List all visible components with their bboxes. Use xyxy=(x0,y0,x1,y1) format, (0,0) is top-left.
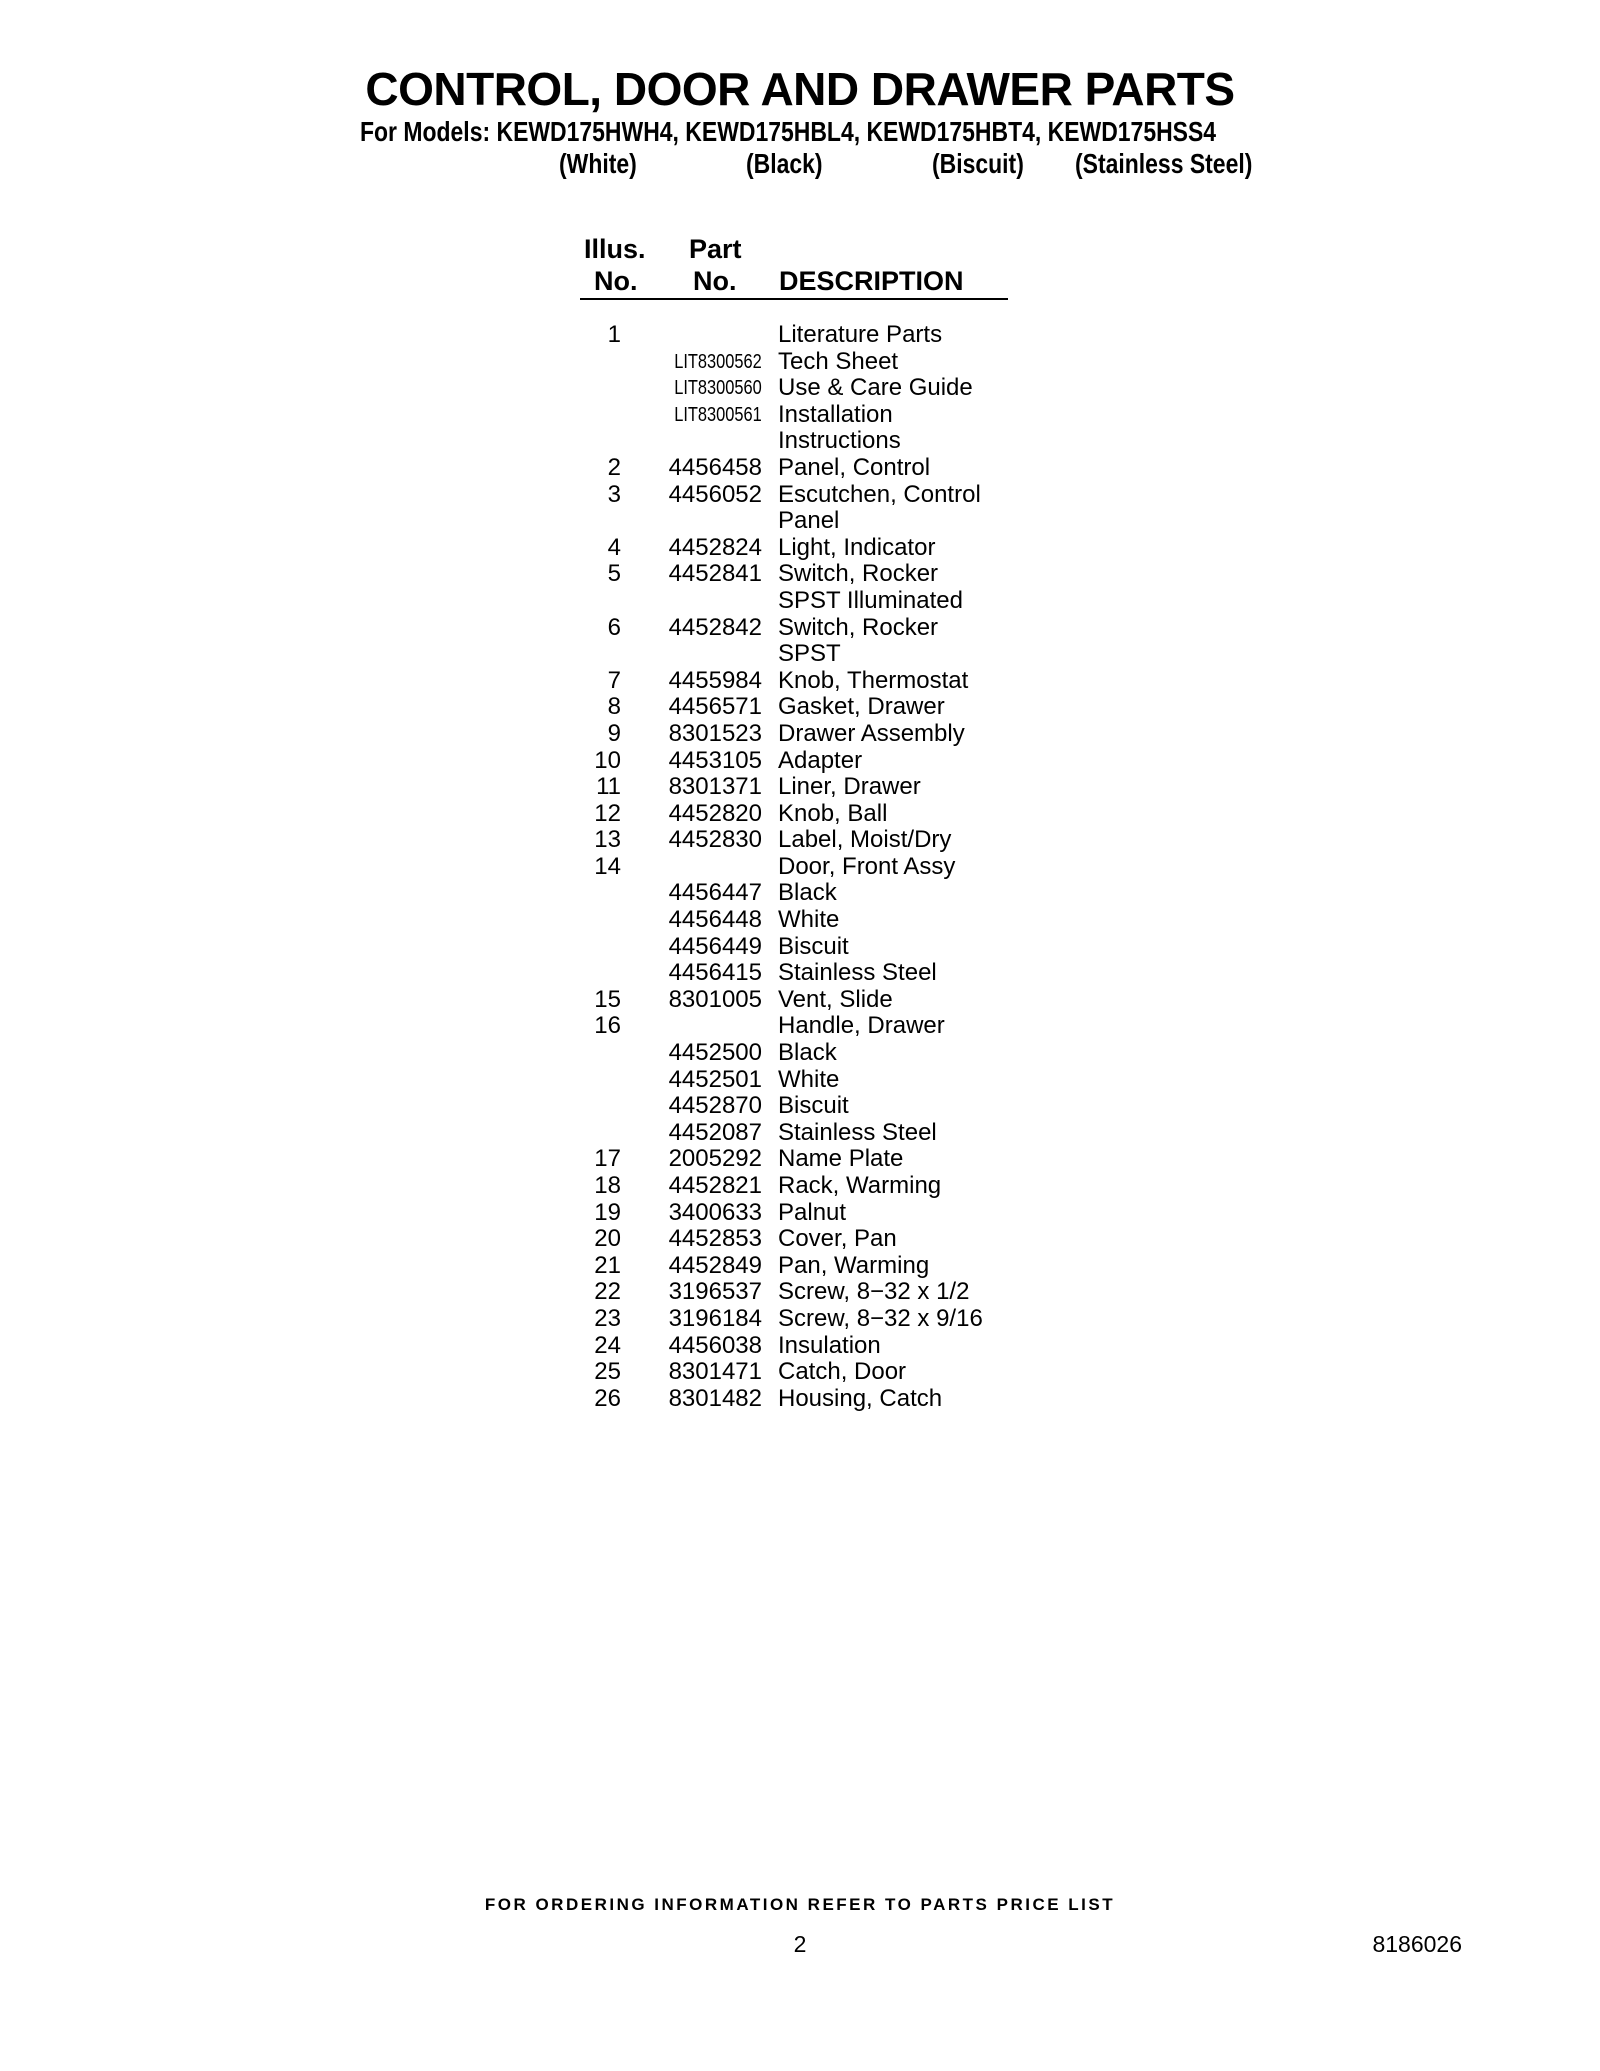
part-number: 4452842 xyxy=(668,613,762,641)
table-row xyxy=(0,880,1600,907)
part-number: 4456458 xyxy=(668,453,762,481)
part-number: 4452501 xyxy=(668,1065,762,1093)
color-label-biscuit: (Biscuit) xyxy=(932,148,1024,179)
part-description: White xyxy=(778,906,840,934)
part-description: Stainless Steel xyxy=(778,1118,937,1146)
part-description: Tech Sheet xyxy=(778,347,899,375)
table-row xyxy=(0,1200,1600,1227)
table-row xyxy=(0,960,1600,987)
part-number: 3400633 xyxy=(668,1198,762,1226)
illus-number: 3 xyxy=(607,480,621,508)
part-number: 3196184 xyxy=(668,1304,762,1332)
table-row xyxy=(0,1386,1600,1413)
illus-number: 4 xyxy=(607,533,621,561)
part-description: Literature Parts xyxy=(778,321,943,348)
table-row xyxy=(0,907,1600,934)
table-row xyxy=(0,801,1600,828)
illus-number: 22 xyxy=(594,1278,621,1306)
part-description: Black xyxy=(778,879,837,907)
part-description: Handle, Drawer xyxy=(778,1012,945,1040)
description-header: DESCRIPTION xyxy=(779,266,964,296)
part-number: 8301005 xyxy=(668,985,762,1013)
table-row xyxy=(0,1226,1600,1253)
part-description: Drawer Assembly xyxy=(778,719,965,747)
part-description: Installation xyxy=(778,400,893,428)
part-description: Screw, 8−32 x 1/2 xyxy=(778,1278,970,1306)
part-description: Pan, Warming xyxy=(778,1251,930,1279)
illus-number: 7 xyxy=(607,666,621,694)
illus-number: 16 xyxy=(594,1012,621,1040)
ordering-note: FOR ORDERING INFORMATION REFER TO PARTS PRICE LIST xyxy=(484,1895,1116,1914)
part-description: Cover, Pan xyxy=(778,1225,897,1253)
table-row xyxy=(0,482,1600,509)
part-number: 2005292 xyxy=(668,1145,762,1173)
illus-number: 6 xyxy=(607,613,621,641)
part-description: Catch, Door xyxy=(778,1358,907,1386)
table-row xyxy=(0,934,1600,961)
table-row xyxy=(0,1146,1600,1173)
illus-number: 25 xyxy=(594,1358,621,1386)
part-description: Name Plate xyxy=(778,1145,904,1173)
color-label-white: (White) xyxy=(559,148,637,179)
part-description: Instructions xyxy=(778,427,901,455)
part-number: 4456447 xyxy=(668,879,762,907)
illus-number: 10 xyxy=(594,746,621,774)
illus-number: 8 xyxy=(607,693,621,721)
table-row xyxy=(0,375,1600,402)
part-description: Black xyxy=(778,1039,837,1067)
part-description: Palnut xyxy=(778,1198,847,1226)
illus-number: 24 xyxy=(594,1331,621,1359)
part-number: LIT8300562 xyxy=(674,350,762,373)
part-description: Panel, Control xyxy=(778,453,931,481)
part-description: Insulation xyxy=(778,1331,881,1359)
part-description: SPST xyxy=(778,640,841,668)
header-divider xyxy=(580,298,1008,300)
illus-number: 20 xyxy=(594,1225,621,1253)
part-description: White xyxy=(778,1065,840,1093)
part-number: 4452830 xyxy=(668,826,762,854)
part-description: Escutchen, Control xyxy=(778,480,981,508)
table-row xyxy=(0,615,1600,642)
part-description: Gasket, Drawer xyxy=(778,693,945,721)
table-row xyxy=(0,774,1600,801)
table-row xyxy=(0,641,1600,668)
part-description: Knob, Thermostat xyxy=(778,666,969,694)
table-row xyxy=(0,1067,1600,1094)
table-row xyxy=(0,987,1600,1014)
part-header-top: Part xyxy=(689,234,742,264)
part-number: 4452820 xyxy=(668,799,762,827)
part-number: 4455984 xyxy=(668,666,762,694)
part-description: Switch, Rocker xyxy=(778,613,939,641)
illus-number: 15 xyxy=(594,985,621,1013)
table-row xyxy=(0,1040,1600,1067)
table-row xyxy=(0,561,1600,588)
part-description: SPST Illuminated xyxy=(778,586,963,614)
illus-number: 11 xyxy=(596,773,621,801)
part-description: Knob, Ball xyxy=(778,799,888,827)
part-description: Door, Front Assy xyxy=(778,852,956,880)
part-description: Housing, Catch xyxy=(778,1384,943,1412)
table-row xyxy=(0,1173,1600,1200)
document-number: 8186026 xyxy=(1372,1931,1462,1957)
part-description: Liner, Drawer xyxy=(778,773,921,801)
part-description: Use & Care Guide xyxy=(778,374,973,402)
part-description: Light, Indicator xyxy=(778,533,936,561)
part-number: 4456415 xyxy=(668,959,762,987)
part-number: 8301482 xyxy=(668,1384,762,1412)
part-number: 8301471 xyxy=(668,1358,762,1386)
table-row xyxy=(0,428,1600,455)
part-description: Label, Moist/Dry xyxy=(778,826,952,854)
page-number: 2 xyxy=(793,1931,807,1957)
table-row xyxy=(0,349,1600,376)
part-description: Screw, 8−32 x 9/16 xyxy=(778,1304,983,1332)
part-number: 4452849 xyxy=(668,1251,762,1279)
part-number: 4456052 xyxy=(668,480,762,508)
table-row xyxy=(0,508,1600,535)
part-number: LIT8300560 xyxy=(674,377,762,400)
part-number: LIT8300561 xyxy=(674,403,762,426)
table-row xyxy=(0,588,1600,615)
table-row xyxy=(0,721,1600,748)
part-number: 4452087 xyxy=(668,1118,762,1146)
illus-number: 13 xyxy=(594,826,621,854)
models-line: For Models: KEWD175HWH4, KEWD175HBL4, KEWD175HBT4, KEWD175HSS4 xyxy=(360,116,1217,147)
illus-number: 19 xyxy=(594,1198,621,1226)
part-description: Stainless Steel xyxy=(778,959,937,987)
part-header-bottom: No. xyxy=(693,266,737,296)
part-number: 4456038 xyxy=(668,1331,762,1359)
illus-number: 26 xyxy=(594,1384,621,1412)
illus-header-top: Illus. xyxy=(584,234,646,264)
part-description: Biscuit xyxy=(778,1092,849,1120)
table-row xyxy=(0,1013,1600,1040)
part-number: 4452870 xyxy=(668,1092,762,1120)
part-number: 4452853 xyxy=(668,1225,762,1253)
illus-number: 23 xyxy=(594,1304,621,1332)
table-row xyxy=(0,694,1600,721)
part-number: 3196537 xyxy=(668,1278,762,1306)
part-number: 4453105 xyxy=(668,746,762,774)
table-row xyxy=(0,1093,1600,1120)
part-description: Rack, Warming xyxy=(778,1172,942,1199)
illus-number: 12 xyxy=(594,799,621,827)
color-label-black: (Black) xyxy=(746,148,823,179)
part-description: Panel xyxy=(778,507,840,535)
illus-number: 9 xyxy=(607,719,621,747)
illus-number: 17 xyxy=(594,1145,621,1173)
part-number: 4456571 xyxy=(668,693,762,721)
part-number: 4456449 xyxy=(668,932,762,960)
parts-table xyxy=(0,322,1600,1412)
part-number: 8301523 xyxy=(668,719,762,747)
page-title: CONTROL, DOOR AND DRAWER PARTS xyxy=(365,63,1235,115)
illus-number: 5 xyxy=(607,560,621,588)
table-row xyxy=(0,668,1600,695)
part-description: Biscuit xyxy=(778,932,849,960)
illus-number: 2 xyxy=(607,453,621,481)
color-label-stainless-steel: (Stainless Steel) xyxy=(1075,148,1253,179)
table-row xyxy=(0,854,1600,881)
part-number: 4452824 xyxy=(668,533,762,561)
table-row xyxy=(0,1333,1600,1360)
table-row xyxy=(0,455,1600,482)
illus-number: 14 xyxy=(594,852,621,880)
table-row xyxy=(0,1253,1600,1280)
table-row xyxy=(0,827,1600,854)
part-number: 4452841 xyxy=(668,560,762,588)
illus-header-bottom: No. xyxy=(594,266,638,296)
part-number: 4452821 xyxy=(668,1172,762,1199)
table-row xyxy=(0,1120,1600,1147)
part-number: 4452500 xyxy=(668,1039,762,1067)
part-description: Adapter xyxy=(778,746,863,774)
table-row xyxy=(0,535,1600,562)
table-row xyxy=(0,748,1600,775)
part-number: 8301371 xyxy=(668,773,762,801)
part-number: 4456448 xyxy=(668,906,762,934)
table-row xyxy=(0,402,1600,429)
illus-number: 1 xyxy=(607,321,621,348)
table-row xyxy=(0,1279,1600,1306)
illus-number: 18 xyxy=(594,1172,621,1199)
part-description: Vent, Slide xyxy=(778,985,893,1013)
illus-number: 21 xyxy=(594,1251,621,1279)
table-row xyxy=(0,1306,1600,1333)
table-row xyxy=(0,1359,1600,1386)
table-row xyxy=(0,322,1600,349)
part-description: Switch, Rocker xyxy=(778,560,939,588)
